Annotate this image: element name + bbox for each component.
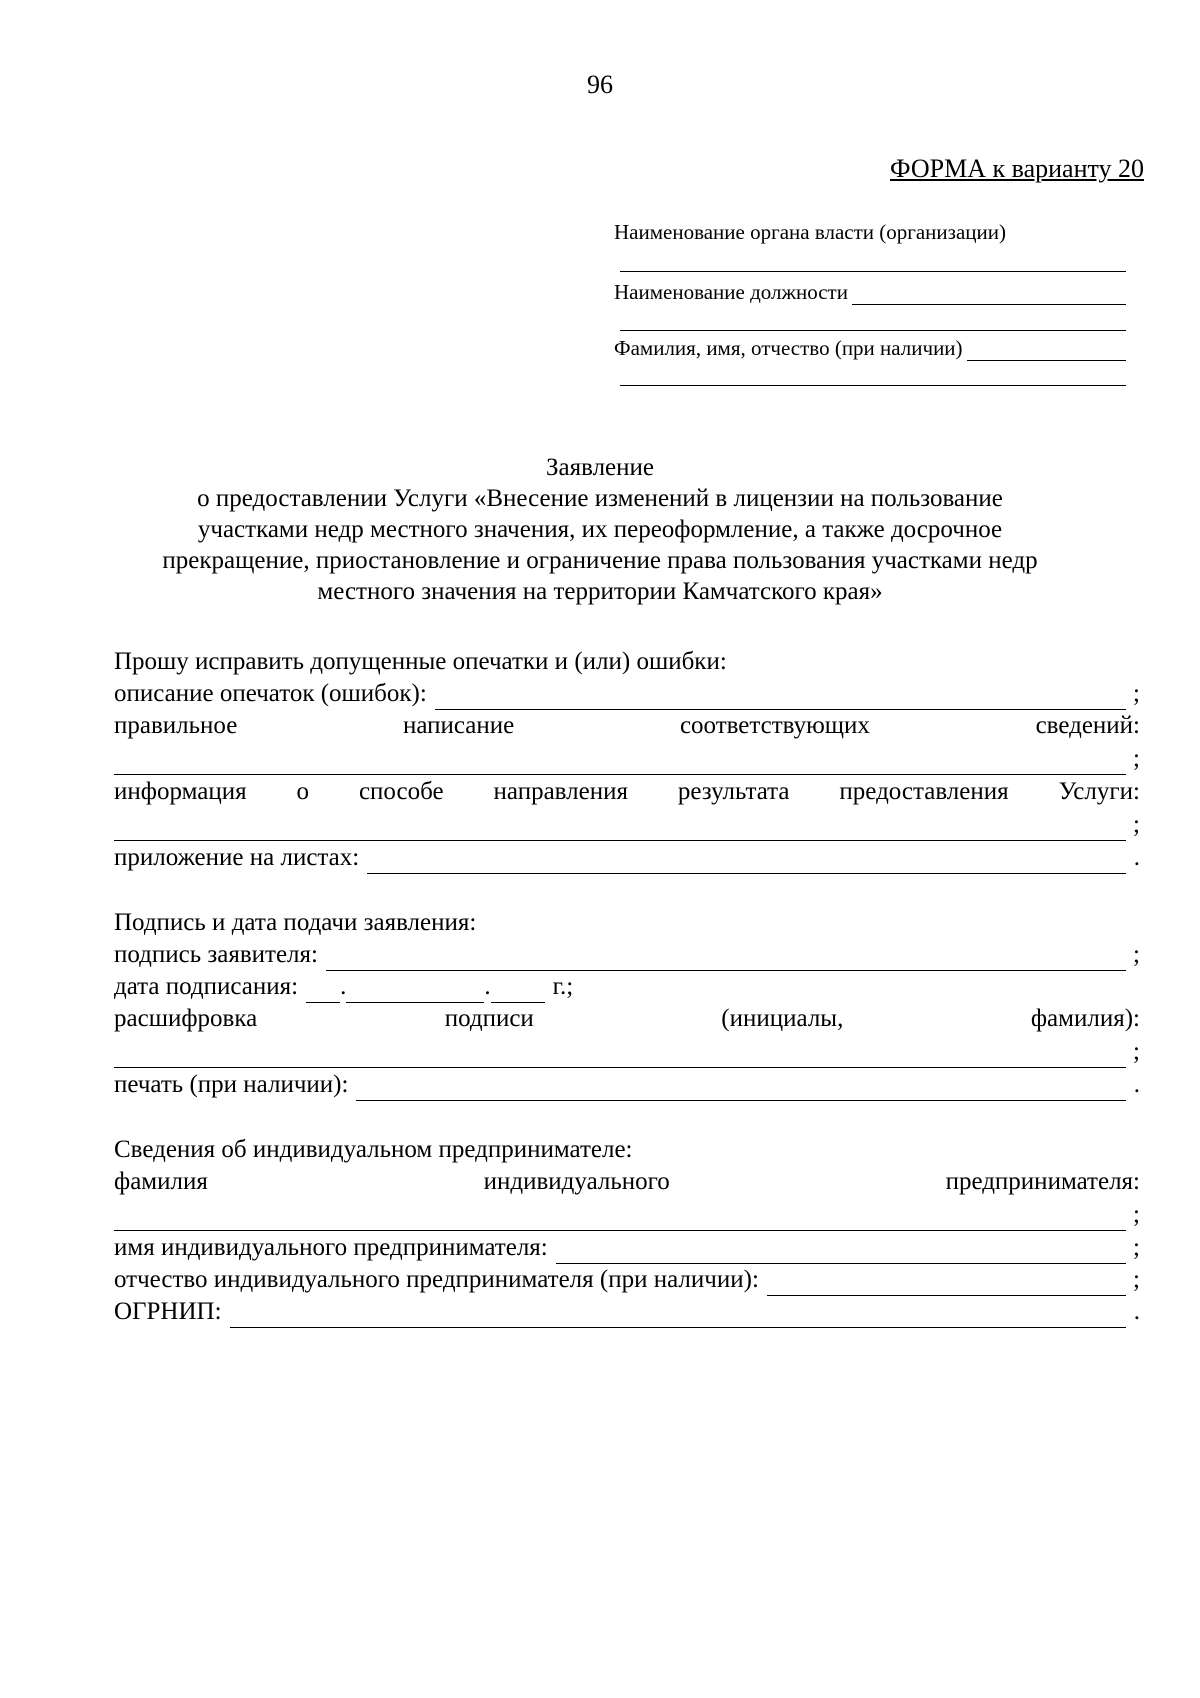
person-label: Фамилия, имя, отчество (при наличии) [614, 336, 963, 360]
ip-surname-field[interactable] [114, 1206, 1126, 1231]
signature-decode-field[interactable] [114, 1043, 1126, 1068]
correct-spelling-row: ; [114, 743, 1140, 775]
title-line-4: местного значения на территории Камчатского края» [317, 578, 883, 605]
date-row: дата подписания: . . г.; [114, 971, 573, 1003]
application-title [80, 452, 1120, 607]
ip-name-row: имя индивидуального предпринимателя: ; [114, 1232, 1140, 1264]
person-row [614, 336, 1126, 361]
ogrnip-row: ОГРНИП: . [114, 1296, 1140, 1328]
ogrnip-label: ОГРНИП: [114, 1298, 222, 1325]
position-row [614, 280, 1126, 305]
year-suffix: г.; [552, 973, 574, 1000]
stamp-label: печать (при наличии): [114, 1071, 349, 1098]
delivery-method-label: информация о способе направления результата предоставления Услуги: [114, 778, 1140, 805]
ip-name-field[interactable] [556, 1239, 1126, 1264]
title-line-3: прекращение, приостановление и ограничение права пользования участками недр [162, 547, 1038, 574]
signature-decode-label: расшифровка подписи (инициалы, фамилия): [114, 1005, 1140, 1032]
errors-field[interactable] [435, 685, 1126, 710]
signature-label: подпись заявителя: [114, 941, 318, 968]
attachment-row: приложение на листах: . [114, 842, 1140, 874]
date-day-field[interactable] [306, 978, 340, 1003]
section1-heading: Прошу исправить допущенные опечатки и (или) ошибки: [114, 648, 727, 675]
date-month-field[interactable] [346, 978, 484, 1003]
delivery-method-field[interactable] [114, 816, 1126, 841]
form-reference: ФОРМА к варианту 20 [890, 154, 1144, 183]
ip-patronymic-field[interactable] [767, 1271, 1126, 1296]
ip-name-label: имя индивидуального предпринимателя: [114, 1234, 548, 1261]
delivery-method-row: ; [114, 809, 1140, 841]
page-number: 96 [587, 70, 613, 99]
signature-field[interactable] [326, 946, 1126, 971]
signature-row: подпись заявителя: ; [114, 939, 1140, 971]
position-field-2[interactable] [620, 330, 1126, 331]
ogrnip-field[interactable] [230, 1303, 1126, 1328]
stamp-field[interactable] [356, 1076, 1126, 1101]
correct-spelling-field[interactable] [114, 750, 1126, 775]
title-line-2: участками недр местного значения, их переоформление, а также досрочное [197, 516, 1003, 543]
errors-label: описание опечаток (ошибок): [114, 680, 427, 707]
attachment-label: приложение на листах: [114, 844, 360, 871]
date-year-field[interactable] [491, 978, 545, 1003]
stamp-row: печать (при наличии): . [114, 1069, 1140, 1101]
ip-surname-row: ; [114, 1199, 1140, 1231]
position-label: Наименование должности [614, 280, 848, 304]
authority-label: Наименование органа власти (организации) [614, 220, 1006, 244]
attachment-field[interactable] [367, 849, 1126, 874]
section3-heading: Сведения об индивидуальном предпринимателе: [114, 1136, 633, 1163]
correct-spelling-label: правильное написание соответствующих сведений: [114, 712, 1140, 739]
signature-decode-row: ; [114, 1036, 1140, 1068]
person-field[interactable] [967, 340, 1126, 361]
title-line-1: о предоставлении Услуги «Внесение изменений в лицензии на пользование [197, 485, 1003, 512]
person-field-2[interactable] [620, 385, 1126, 386]
position-field[interactable] [852, 284, 1126, 305]
authority-field[interactable] [620, 271, 1126, 272]
date-label: дата подписания: [114, 973, 299, 1000]
section2-heading: Подпись и дата подачи заявления: [114, 909, 477, 936]
ip-patronymic-row: отчество индивидуального предпринимателя (при наличии): ; [114, 1264, 1140, 1296]
title-heading: Заявление [545, 454, 655, 481]
ip-patronymic-label: отчество индивидуального предпринимателя (при наличии): [114, 1266, 759, 1293]
ip-surname-label: фамилия индивидуального предпринимателя: [114, 1168, 1140, 1195]
errors-row: описание опечаток (ошибок): ; [114, 678, 1140, 710]
